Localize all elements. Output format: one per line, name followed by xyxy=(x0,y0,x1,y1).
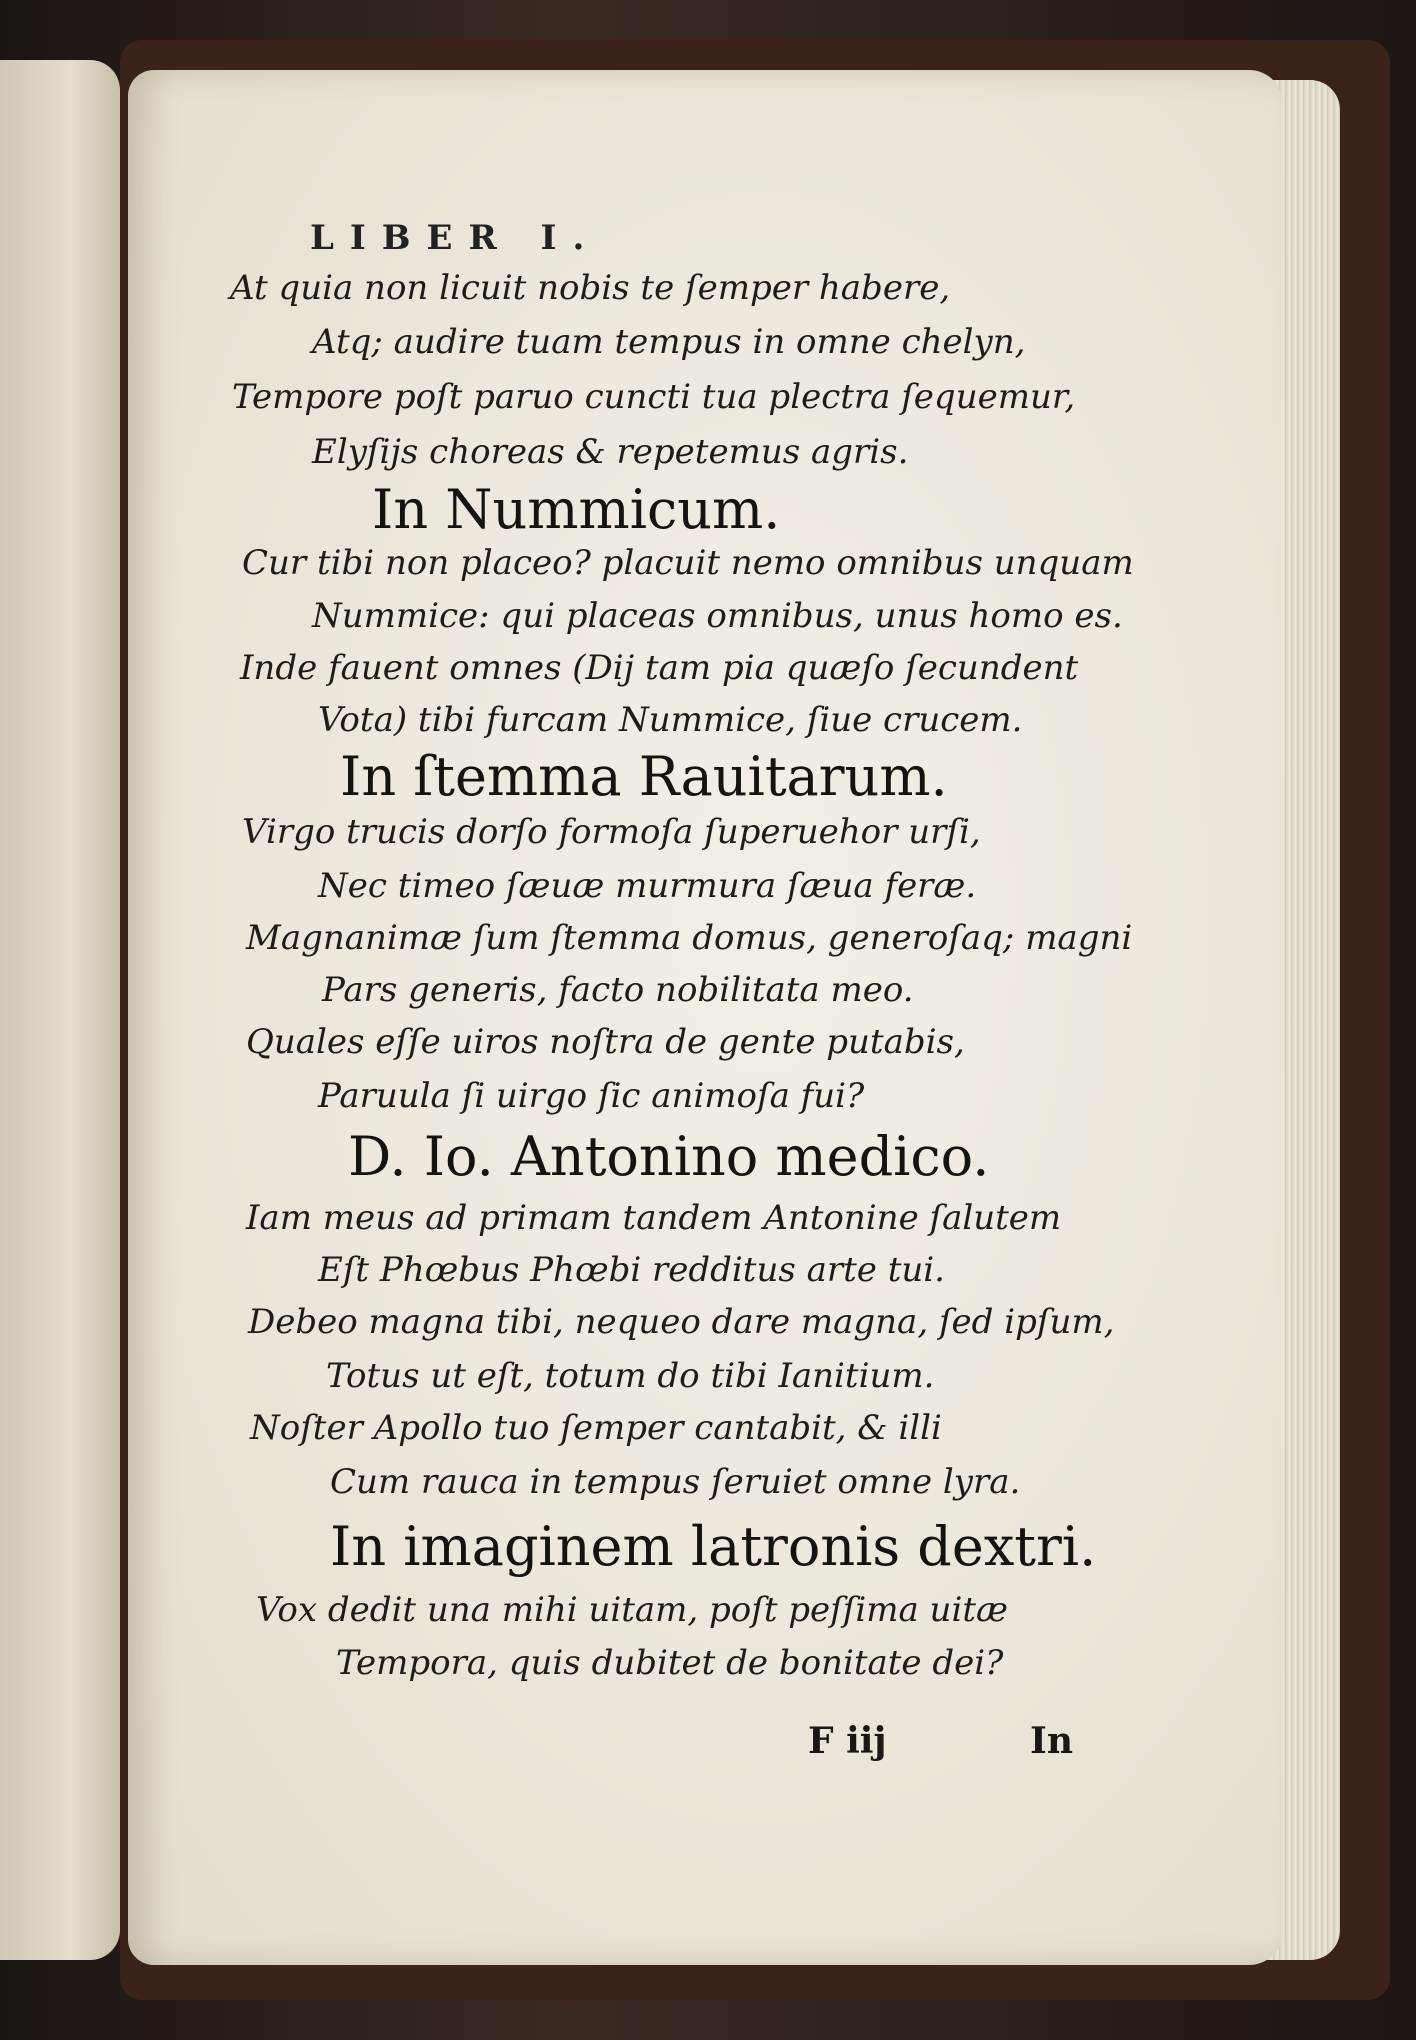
verse-line: Iam meus ad primam tandem Antonine ſalutem xyxy=(246,1198,1062,1238)
poem-title: In ſtemma Rauitarum. xyxy=(340,745,948,808)
poem-title: D. Io. Antonino medico. xyxy=(348,1125,990,1188)
poem-title: In Nummicum. xyxy=(372,478,781,541)
verse-line: Eſt Phœbus Phœbi redditus arte tui. xyxy=(318,1250,945,1290)
poem-title: In imaginem latronis dextri. xyxy=(330,1515,1097,1578)
verse-line: Paruula ſi uirgo ſic animoſa fui? xyxy=(318,1076,865,1116)
verse-line: Tempore poſt paruo cuncti tua plectra ſequemur, xyxy=(232,377,1076,417)
verse-line: Nummice: qui placeas omnibus, unus homo es. xyxy=(312,596,1123,636)
verse-line: Noſter Apollo tuo ſemper cantabit, & illi xyxy=(250,1408,942,1448)
verse-line: Inde fauent omnes (Dij tam pia quæſo ſecundent xyxy=(240,648,1079,688)
verse-line: Tempora, quis dubitet de bonitate dei? xyxy=(336,1643,1004,1683)
verse-line: Magnanimæ ſum ſtemma domus, generoſaq; magni xyxy=(246,918,1133,958)
verse-line: Debeo magna tibi, nequeo dare magna, ſed ipſum, xyxy=(248,1302,1115,1342)
verse-line: Atq; audire tuam tempus in omne chelyn, xyxy=(312,322,1026,362)
signature-mark: F iij xyxy=(808,1720,887,1762)
running-head: LIBER I. xyxy=(310,218,601,258)
facing-page-edge xyxy=(0,60,120,1960)
verse-line: At quia non licuit nobis te ſemper habere, xyxy=(230,268,951,308)
verse-line: Totus ut eſt, totum do tibi Ianitium. xyxy=(326,1356,935,1396)
verse-line: Cum rauca in tempus ſeruiet omne lyra. xyxy=(330,1462,1021,1502)
verse-line: Vota) tibi furcam Nummice, ſiue crucem. xyxy=(318,700,1023,740)
verse-line: Quales eſſe uiros noſtra de gente putabis, xyxy=(246,1022,965,1062)
verse-line: Cur tibi non placeo? placuit nemo omnibus unquam xyxy=(242,543,1134,583)
verse-line: Virgo trucis dorſo formoſa ſuperuehor urſi, xyxy=(242,812,981,852)
catchword: In xyxy=(1030,1720,1074,1762)
verse-line: Vox dedit una mihi uitam, poſt peſſima uitæ xyxy=(256,1590,1008,1630)
verse-line: Pars generis, facto nobilitata meo. xyxy=(322,970,914,1010)
verse-line: Nec timeo ſæuæ murmura ſæua feræ. xyxy=(318,866,977,906)
verse-line: Elyſijs choreas & repetemus agris. xyxy=(312,432,909,472)
